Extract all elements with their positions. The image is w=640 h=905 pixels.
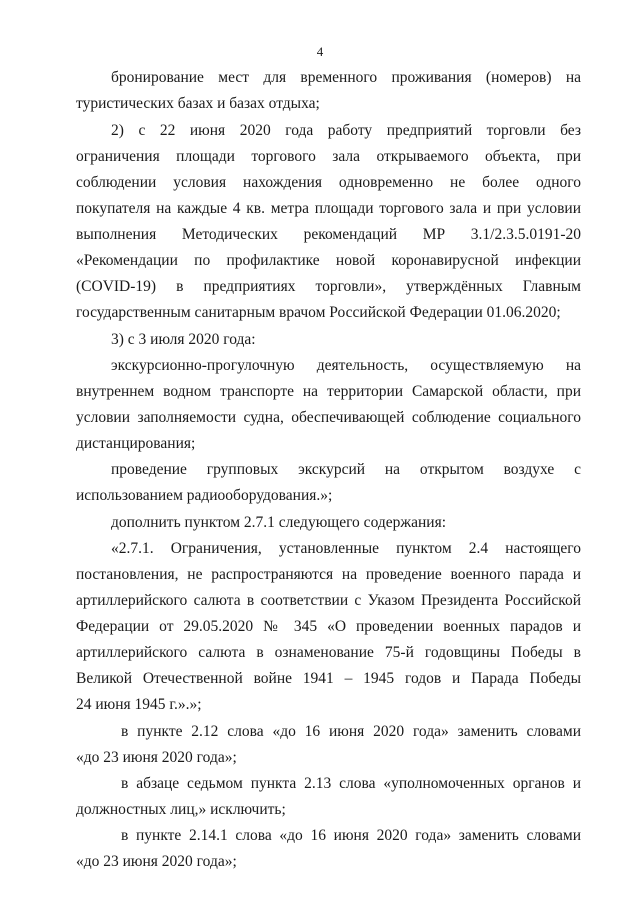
text-line: 2) с 22 июня 2020 года работу предприятий торговли без bbox=[111, 122, 581, 139]
text-line: дистанцирования; bbox=[76, 435, 196, 452]
text-line: дополнить пунктом 2.7.1 следующего содержания: bbox=[111, 514, 446, 531]
text-line: артиллерийского салюта в ознаменование 75-й годовщины Победы в bbox=[76, 644, 581, 661]
text-line: выполнения Методических рекомендаций МР 3.1/2.3.5.0191-20 bbox=[76, 226, 581, 243]
text-line: «2.7.1. Ограничения, установленные пунктом 2.4 настоящего bbox=[111, 540, 581, 557]
text-line: туристических базах и базах отдыха; bbox=[76, 95, 320, 112]
text-line: использованием радиооборудования.»; bbox=[76, 487, 333, 504]
text-line: условии заполняемости судна, обеспечивающей соблюдение социального bbox=[76, 409, 581, 426]
text-line: в абзаце седьмом пункта 2.13 слова «уполномоченных органов и bbox=[121, 775, 581, 792]
text-line: «до 23 июня 2020 года»; bbox=[76, 853, 237, 870]
page-number: 4 bbox=[316, 44, 324, 59]
text-line: экскурсионно-прогулочную деятельность, осуществляемую на bbox=[111, 357, 581, 374]
text-line: Великой Отечественной войне 1941 – 1945 годов и Парада Победы bbox=[76, 670, 581, 687]
text-line: покупателя на каждые 4 кв. метра площади торгового зала и при условии bbox=[76, 200, 581, 217]
text-line: ограничения площади торгового зала открываемого объекта, при bbox=[76, 148, 581, 165]
text-line: внутреннем водном транспорте на территории Самарской области, при bbox=[76, 383, 581, 400]
text-line: Федерации от 29.05.2020 № 345 «О проведении военных парадов и bbox=[76, 618, 581, 635]
text-line: бронирование мест для временного проживания (номеров) на bbox=[111, 69, 581, 86]
text-line: в пункте 2.14.1 слова «до 16 июня 2020 года» заменить словами bbox=[121, 827, 581, 844]
text-line: государственным санитарным врачом Российской Федерации 01.06.2020; bbox=[76, 304, 561, 321]
text-line: 3) с 3 июля 2020 года: bbox=[111, 331, 256, 348]
text-line: в пункте 2.12 слова «до 16 июня 2020 года» заменить словами bbox=[121, 723, 581, 740]
text-line: «до 23 июня 2020 года»; bbox=[76, 749, 237, 766]
text-line: проведение групповых экскурсий на открытом воздухе с bbox=[111, 461, 581, 478]
text-line: «Рекомендации по профилактике новой коронавирусной инфекции bbox=[76, 252, 581, 269]
text-line: должностных лиц,» исключить; bbox=[76, 801, 286, 818]
text-line: артиллерийского салюта в соответствии с Указом Президента Российской bbox=[76, 592, 581, 609]
text-line: постановления, не распространяются на проведение военного парада и bbox=[76, 566, 581, 583]
text-line: 24 июня 1945 г.».»; bbox=[76, 696, 202, 713]
text-line: соблюдении условия нахождения одновременно не более одного bbox=[76, 174, 581, 191]
text-line: (COVID-19) в предприятиях торговли», утверждённых Главным bbox=[76, 278, 581, 295]
